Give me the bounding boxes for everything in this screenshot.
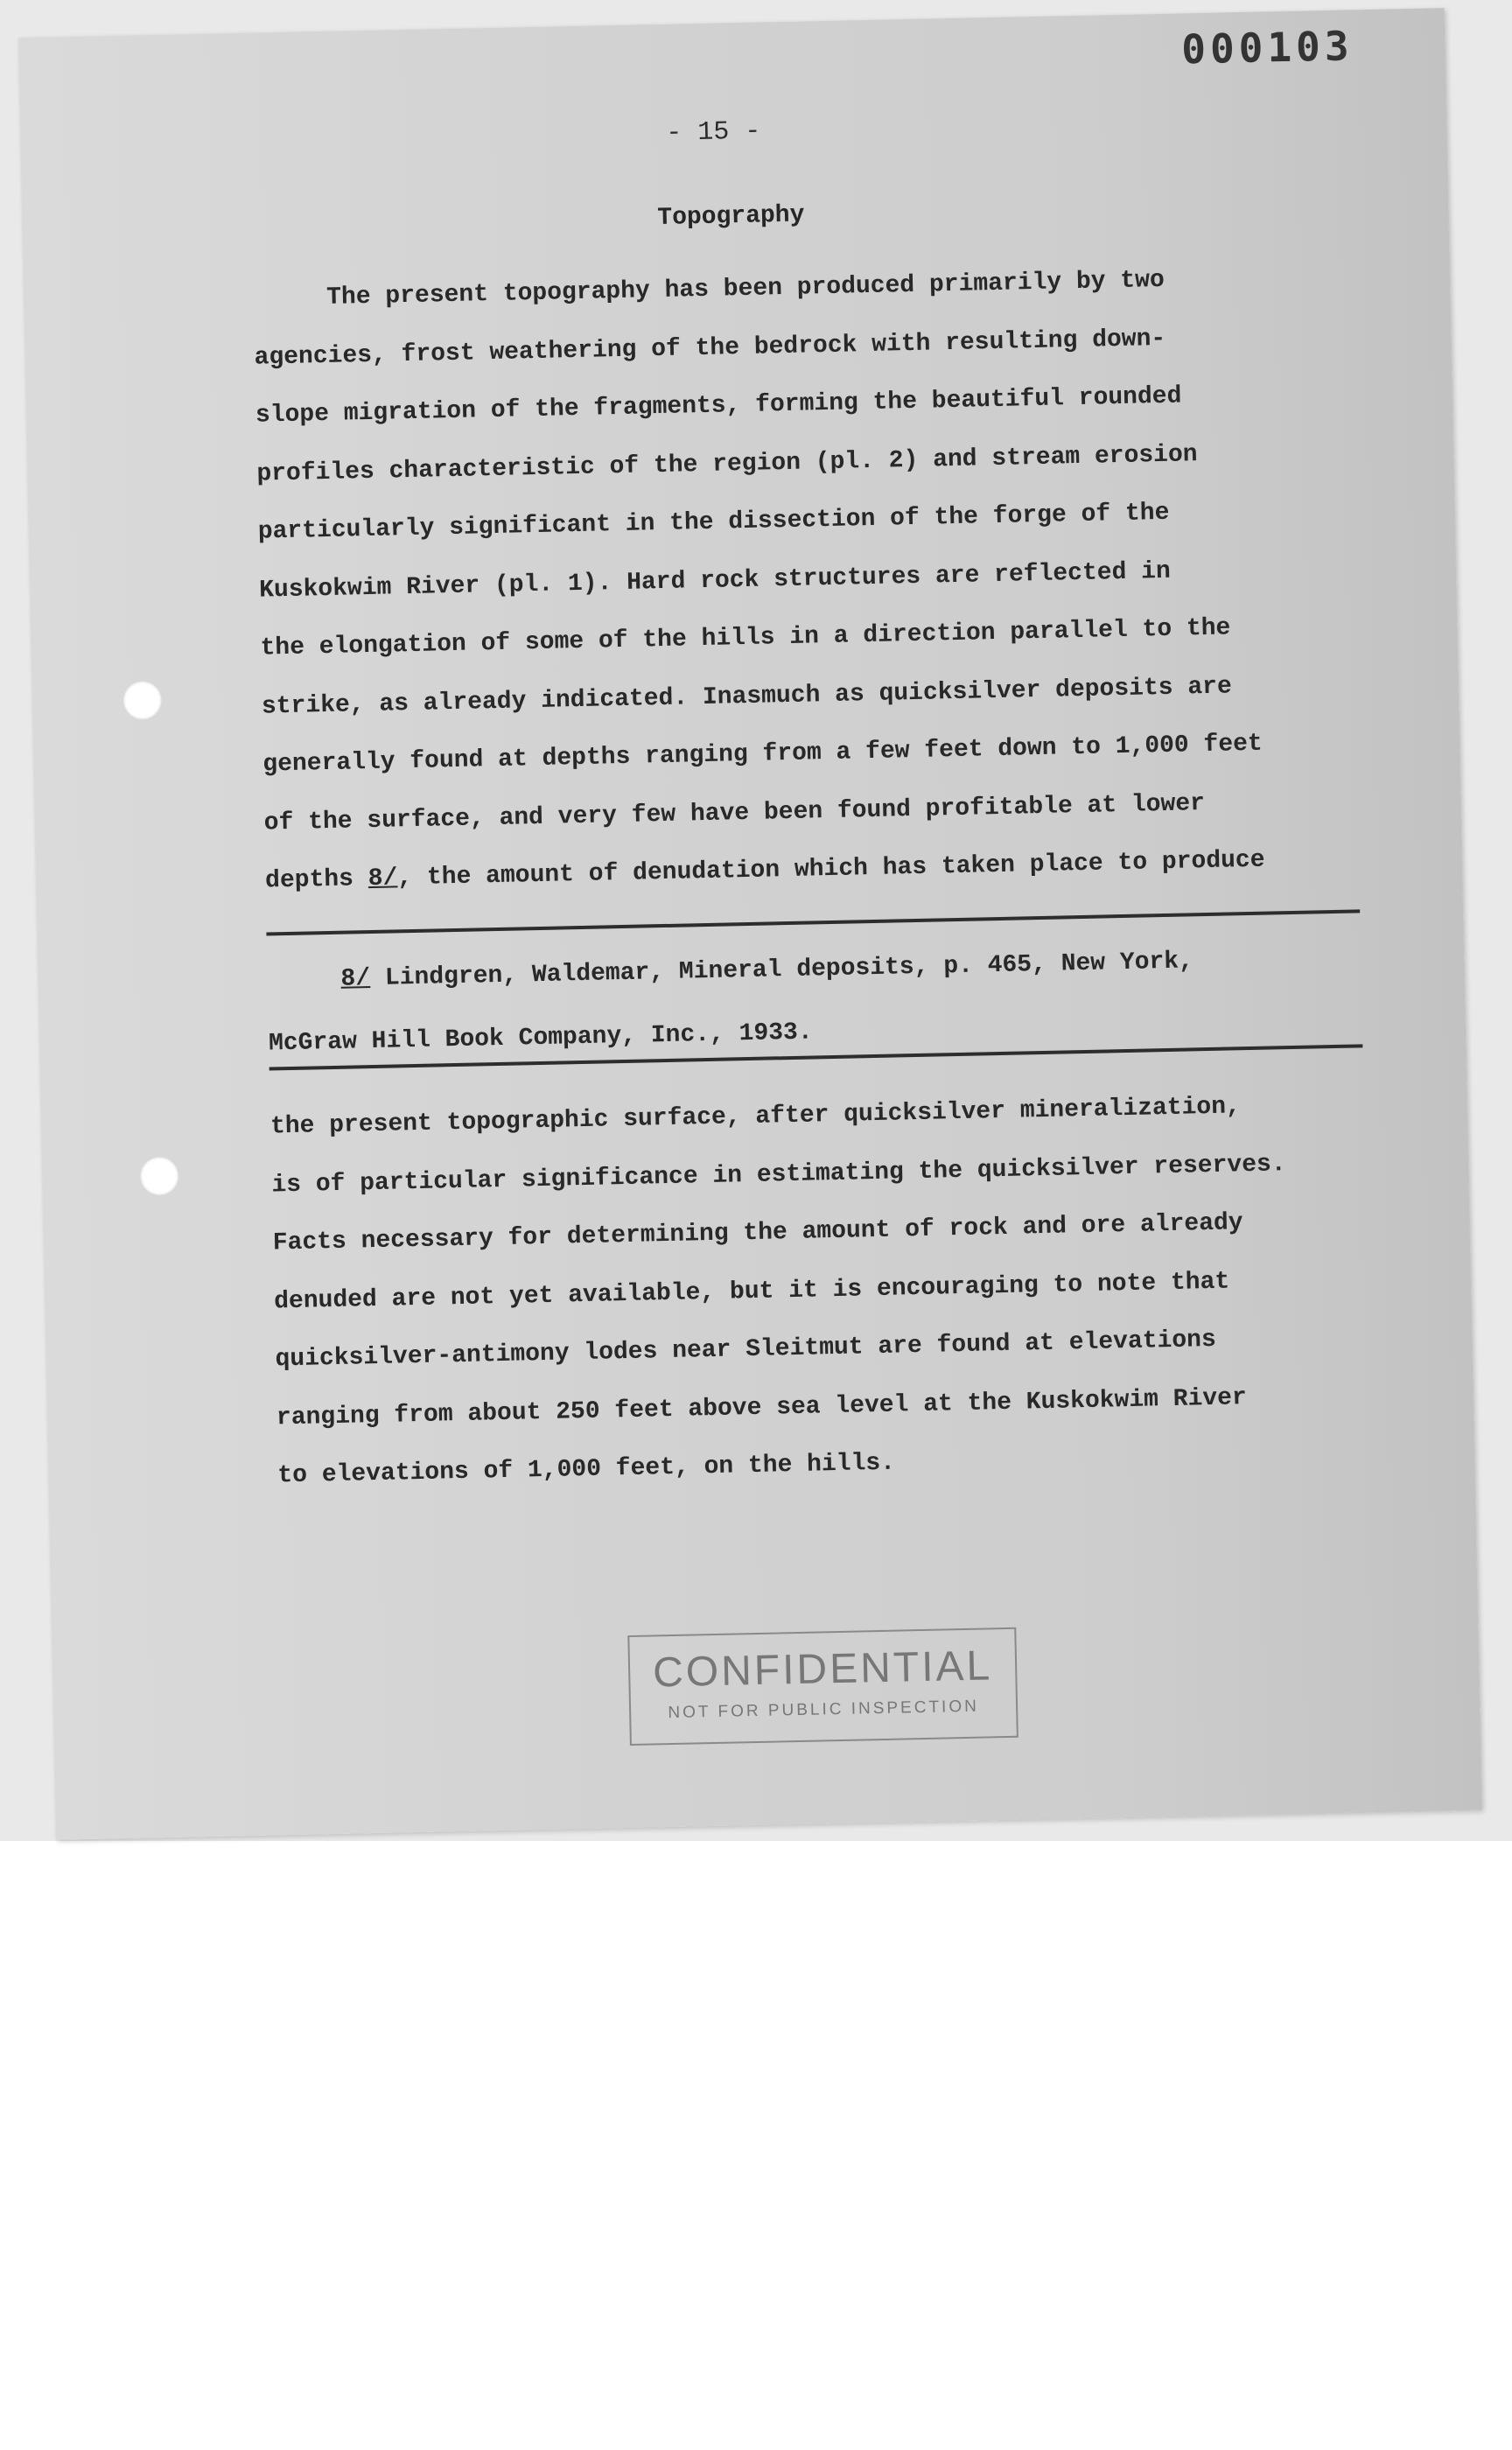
text-fragment: , the amount of denudation which has taken place to produce — [397, 846, 1265, 892]
paragraph-continuation — [270, 1075, 1389, 1506]
text-line: is of particular significance in estimating the quicksilver reserves. — [271, 1150, 1286, 1199]
text-line: strike, as already indicated. Inasmuch as quicksilver deposits are — [261, 672, 1233, 721]
footnote — [267, 927, 1381, 1076]
page-number: - 15 - — [666, 116, 761, 149]
confidential-stamp-title: CONFIDENTIAL — [652, 1642, 993, 1697]
text-line: ranging from about 250 feet above sea level at the Kuskokwim River — [276, 1383, 1248, 1432]
footnote-reference: 8/ — [368, 864, 398, 893]
text-line: the present topographic surface, after quicksilver mineralization, — [270, 1093, 1242, 1141]
section-heading: Topography — [657, 201, 805, 232]
text-line: agencies, frost weathering of the bedrock with resulting down- — [254, 325, 1166, 372]
footnote-mark: 8/ — [340, 965, 371, 993]
footnote-text: Lindgren, Waldemar, Mineral deposits, p. 465, New York, — [369, 948, 1194, 993]
text-line: profiles characteristic of the region (pl. 2) and stream erosion — [256, 440, 1198, 488]
binder-hole-upper — [122, 681, 162, 720]
text-fragment: depths — [264, 865, 369, 895]
text-line: Kuskokwim River (pl. 1). Hard rock structures are reflected in — [258, 557, 1172, 605]
confidential-stamp-subtitle: NOT FOR PUBLIC INSPECTION — [668, 1697, 980, 1723]
text-line: particularly significant in the dissection of the forge of the — [257, 499, 1170, 546]
document-number: 000103 — [1180, 22, 1354, 74]
text-line: of the surface, and very few have been found profitable at lower — [263, 789, 1206, 837]
text-line: quicksilver-antimony lodes near Sleitmut are found at elevations — [275, 1326, 1217, 1374]
binder-hole-lower — [140, 1157, 179, 1196]
paragraph-topography — [253, 248, 1377, 911]
text-line: generally found at depths ranging from a few feet down to 1,000 feet — [262, 730, 1264, 779]
text-line: denuded are not yet available, but it is encouraging to note that — [273, 1268, 1230, 1315]
confidential-stamp — [627, 1628, 1018, 1746]
footnote-line: McGraw Hill Book Company, Inc., 1933. — [268, 1018, 813, 1058]
text-line: Facts necessary for determining the amount of rock and ore already — [272, 1209, 1243, 1257]
text-line: slope migration of the fragments, forming the beautiful rounded — [255, 382, 1182, 430]
paper-sheet — [18, 8, 1482, 1840]
text-line: to elevations of 1,000 feet, on the hills. — [277, 1449, 896, 1490]
text-line: the elongation of some of the hills in a direction parallel to the — [260, 614, 1231, 662]
text-line: The present topography has been produced primarily by two — [326, 266, 1166, 312]
